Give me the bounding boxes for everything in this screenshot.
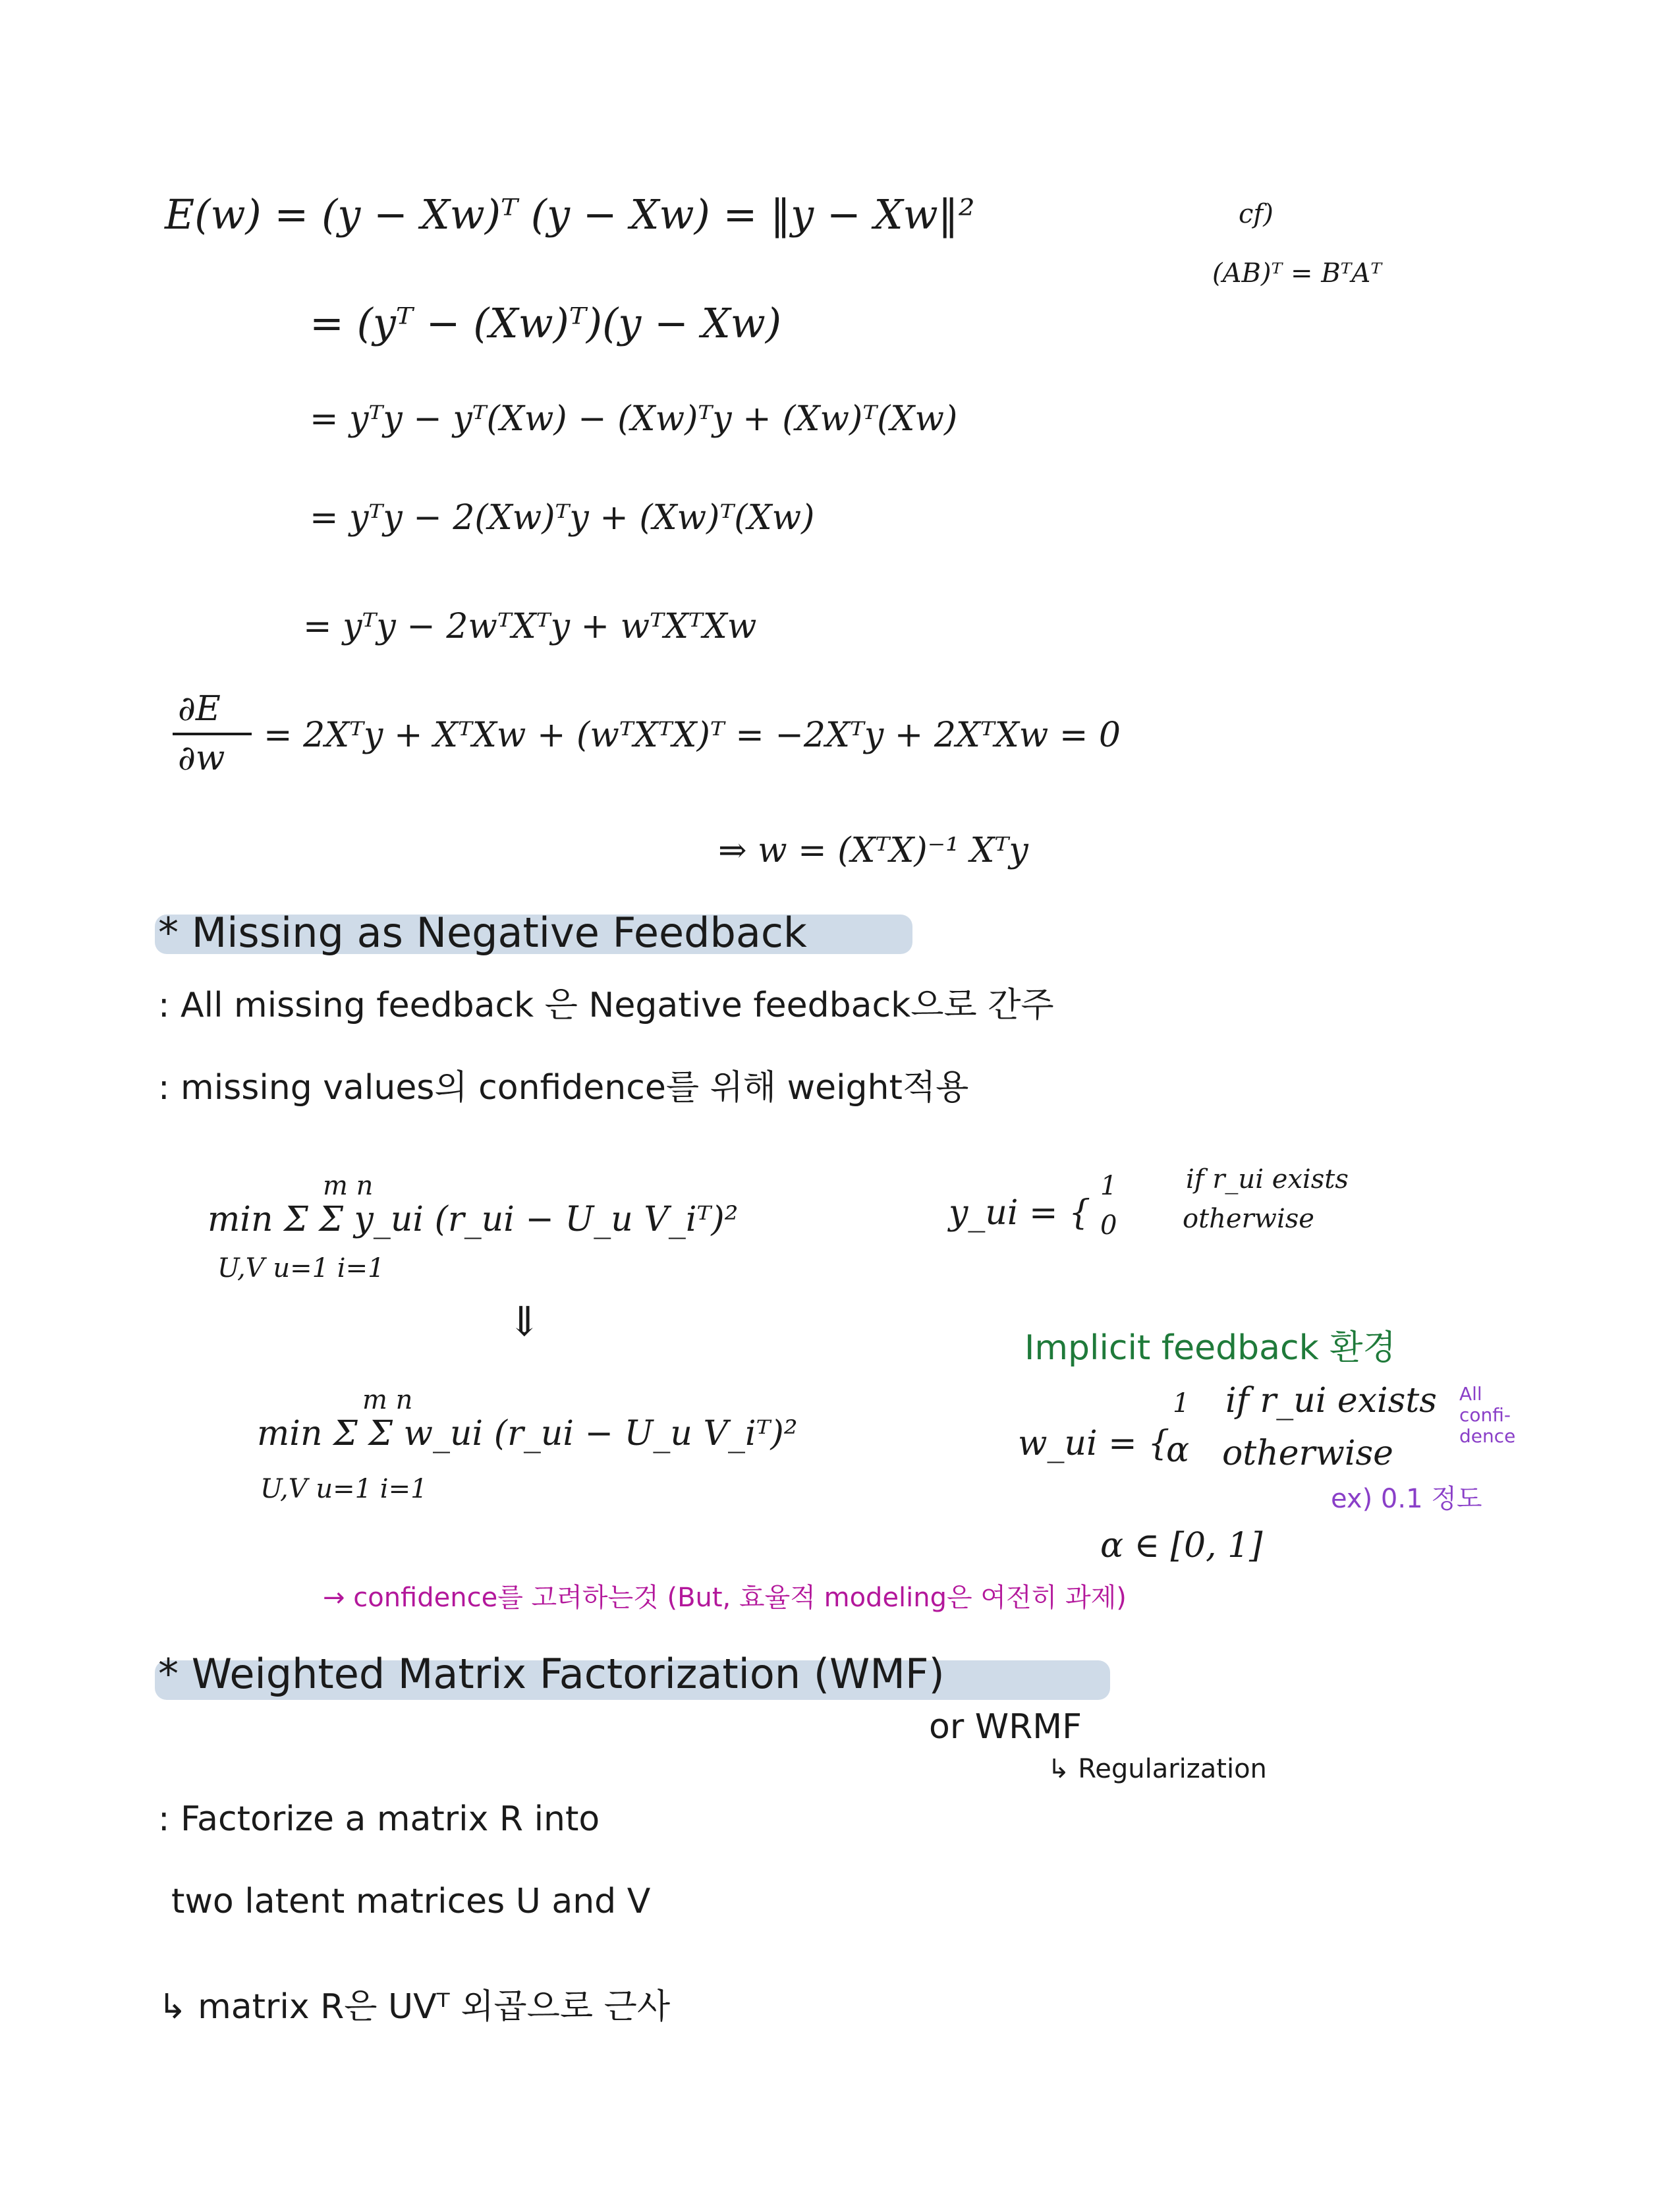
formula2: min Σ Σ w_ui (r_ui − U_u V_iᵀ)² bbox=[257, 1414, 798, 1453]
all-confidence-note: All confi-dence bbox=[1459, 1383, 1516, 1448]
wui-case1-value: 1 bbox=[1173, 1388, 1190, 1419]
derivation-line-2: = (yᵀ − (Xw)ᵀ)(y − Xw) bbox=[310, 299, 782, 347]
solution-line: ⇒ w = (XᵀX)⁻¹ Xᵀy bbox=[718, 831, 1028, 870]
confidence-caveat: → confidence를 고려하는것 (But, 효율적 modeling은 여전히 과제) bbox=[323, 1583, 1127, 1613]
gradient-numerator: ∂E bbox=[178, 689, 221, 729]
wui-case2-value: α bbox=[1166, 1430, 1190, 1470]
alpha-range: α ∈ [0, 1] bbox=[1100, 1526, 1263, 1565]
wui-case1-condition: if r_ui exists bbox=[1225, 1381, 1437, 1421]
wui-definition: w_ui = { bbox=[1018, 1424, 1170, 1463]
section2-title: * Weighted Matrix Factorization (WMF) bbox=[158, 1650, 945, 1698]
section2-alt-note: ↳ Regularization bbox=[1048, 1754, 1267, 1784]
section1-bullet-2: : missing values의 confidence를 위해 weight적용 bbox=[158, 1068, 969, 1108]
derivation-line-3: = yᵀy − yᵀ(Xw) − (Xw)ᵀy + (Xw)ᵀ(Xw) bbox=[310, 399, 958, 439]
yui-case1-condition: if r_ui exists bbox=[1186, 1164, 1349, 1195]
section2-desc-1: : Factorize a matrix R into bbox=[158, 1799, 600, 1839]
down-arrow: ⇓ bbox=[507, 1297, 542, 1345]
section2-alt-name: or WRMF bbox=[929, 1707, 1082, 1747]
derivation-line-1: E(w) = (y − Xw)ᵀ (y − Xw) = ‖y − Xw‖² bbox=[165, 190, 975, 239]
formula1-subscripts: U,V u=1 i=1 bbox=[217, 1253, 385, 1283]
formula1-superscripts: m n bbox=[323, 1171, 374, 1201]
formula2-subscripts: U,V u=1 i=1 bbox=[260, 1474, 428, 1504]
transpose-rule: (AB)ᵀ = BᵀAᵀ bbox=[1212, 258, 1382, 289]
derivation-line-5: = yᵀy − 2wᵀXᵀy + wᵀXᵀXw bbox=[303, 607, 757, 646]
wui-case2-condition: otherwise bbox=[1222, 1434, 1393, 1473]
yui-definition: y_ui = { bbox=[949, 1193, 1091, 1233]
cf-note: cf) bbox=[1239, 199, 1274, 229]
formula1: min Σ Σ y_ui (r_ui − U_u V_iᵀ)² bbox=[208, 1200, 739, 1239]
derivation-line-4: = yᵀy − 2(Xw)ᵀy + (Xw)ᵀ(Xw) bbox=[310, 498, 815, 538]
gradient-line: = 2Xᵀy + XᵀXw + (wᵀXᵀX)ᵀ = −2Xᵀy + 2XᵀXw = 0 bbox=[264, 716, 1121, 755]
yui-case1-value: 1 bbox=[1100, 1171, 1117, 1201]
section1-title: * Missing as Negative Feedback bbox=[158, 909, 807, 957]
yui-case2-condition: otherwise bbox=[1183, 1204, 1314, 1234]
formula2-superscripts: m n bbox=[362, 1385, 413, 1415]
gradient-denominator: ∂w bbox=[178, 739, 225, 778]
gradient-fraction-bar bbox=[173, 733, 252, 735]
section2-desc-2: two latent matrices U and V bbox=[171, 1882, 651, 1921]
implicit-feedback-note: Implicit feedback 환경 bbox=[1024, 1328, 1396, 1368]
section2-desc-3: ↳ matrix R은 UVᵀ 외곱으로 근사 bbox=[158, 1987, 671, 2027]
alpha-example-note: ex) 0.1 정도 bbox=[1331, 1484, 1482, 1514]
section1-bullet-1: : All missing feedback 은 Negative feedback으로 간주 bbox=[158, 986, 1054, 1025]
yui-case2-value: 0 bbox=[1100, 1210, 1117, 1241]
